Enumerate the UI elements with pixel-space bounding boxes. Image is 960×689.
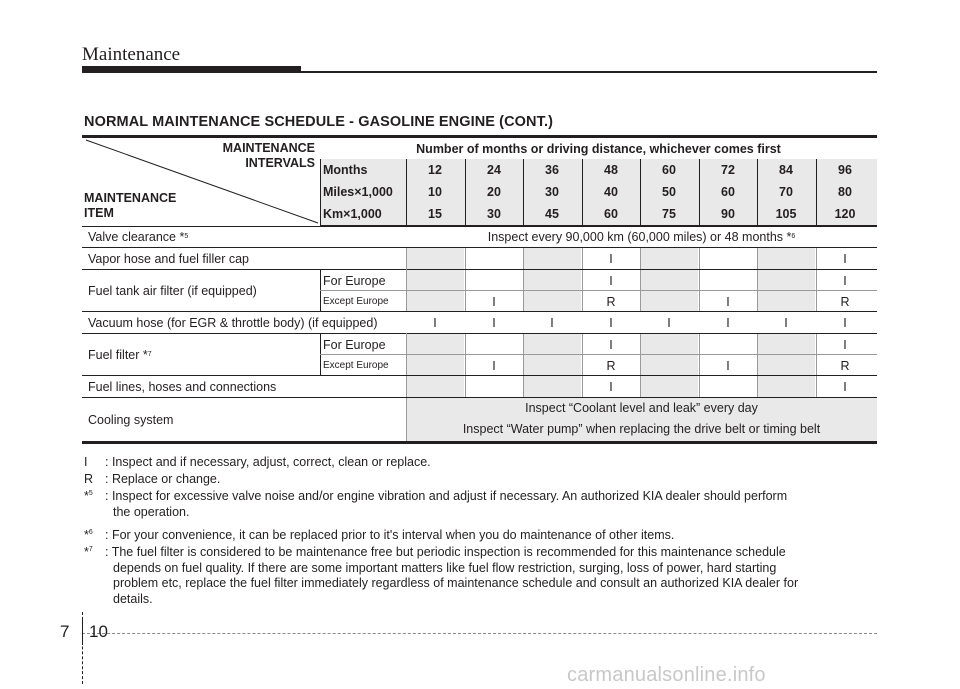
interval-label: Miles×1,000 (323, 185, 393, 199)
legend-text-line: the operation. (113, 504, 190, 519)
column-divider (465, 248, 466, 269)
item-fuel-lines: Fuel lines, hoses and connections (88, 379, 277, 394)
column-divider (816, 270, 817, 291)
schedule-cell (465, 334, 523, 355)
schedule-cell: I (726, 294, 730, 309)
schedule-cell (640, 355, 698, 376)
legend-text-line: : Replace or change. (105, 472, 221, 486)
legend-text-line: : Inspect for excessive valve noise and/or engine vibration and adjust if necessary. An authorized KIA dealer should perform (105, 489, 788, 503)
schedule-cell: I (492, 315, 496, 330)
column-divider (640, 291, 641, 312)
schedule-cell: I (609, 273, 613, 288)
schedule-cell: I (843, 337, 847, 352)
corner-intervals-label (223, 141, 315, 171)
schedule-cell (699, 248, 757, 269)
column-divider (523, 248, 524, 269)
column-divider (640, 334, 641, 355)
column-divider (465, 291, 466, 312)
cooling-line-2: Inspect “Water pump” when replacing the drive belt or timing belt (462, 422, 821, 436)
column-divider (640, 376, 641, 397)
interval-value: 24 (487, 163, 501, 177)
schedule-cell: R (606, 358, 616, 373)
interval-value: 120 (834, 207, 856, 221)
schedule-cell (640, 334, 698, 355)
sub-item-region: For Europe (323, 337, 386, 352)
schedule-cell (523, 270, 581, 291)
legend-key-symbol: * (84, 545, 89, 559)
interval-value: 15 (428, 207, 442, 221)
sub-item-region: For Europe (323, 273, 386, 288)
interval-value: 60 (662, 163, 676, 177)
interval-value: 30 (545, 185, 559, 199)
schedule-cell: I (784, 315, 788, 330)
schedule-cell: I (433, 315, 437, 330)
interval-value: 72 (721, 163, 735, 177)
row-divider (320, 290, 877, 291)
column-divider (582, 248, 583, 269)
legend-key (84, 528, 106, 544)
column-divider (640, 270, 641, 291)
schedule-cell: I (843, 379, 847, 394)
column-divider (699, 248, 700, 269)
column-divider (406, 159, 407, 226)
schedule-cell: I (609, 379, 613, 394)
interval-value: 80 (838, 185, 852, 199)
interval-value: 48 (604, 163, 618, 177)
legend-text (106, 545, 874, 607)
interval-text: Inspect every 90,000 km (60,000 miles) or 48 months * (487, 230, 792, 244)
legend-key-sup: 7 (88, 545, 93, 553)
legend-text-line: : The fuel filter is considered to be maintenance free but periodic inspection is recommended for this maintenance schedule (105, 545, 786, 559)
interval-value: 84 (779, 163, 793, 177)
column-divider (582, 355, 583, 376)
legend-text-line: : For your convenience, it can be replaced prior to it's interval when you do maintenance of other items. (105, 528, 675, 542)
schedule-cell (640, 291, 698, 312)
item-vapor-hose: Vapor hose and fuel filler cap (88, 251, 249, 266)
legend-text-line: depends on fuel quality. If there are some important matters like fuel flow restriction, surging, loss of power, hard starting (113, 560, 777, 575)
column-divider (699, 159, 700, 226)
schedule-cell (406, 270, 464, 291)
column-divider (816, 376, 817, 397)
cooling-line-1: Inspect “Coolant level and leak” every day (525, 401, 758, 415)
column-divider (465, 159, 466, 226)
sub-item-region: Except Europe (323, 296, 389, 307)
legend-text-line: details. (113, 591, 153, 606)
chapter-title: Maintenance (82, 44, 181, 65)
schedule-cell (757, 248, 815, 269)
item-vacuum-hose: Vacuum hose (for EGR & throttle body) (if equipped) (88, 315, 378, 330)
column-divider (816, 334, 817, 355)
legend-key-sup: 5 (88, 489, 93, 497)
column-divider (699, 291, 700, 312)
schedule-cell (465, 248, 523, 269)
legend-key-symbol: R (84, 472, 94, 486)
column-divider (523, 334, 524, 355)
column-divider (582, 376, 583, 397)
interval-value: 90 (721, 207, 735, 221)
column-divider (757, 334, 758, 355)
schedule-cell: R (840, 358, 850, 373)
schedule-cell: I (843, 315, 847, 330)
schedule-cell: I (492, 294, 496, 309)
column-divider (757, 355, 758, 376)
chapter-number: 7 (60, 622, 70, 641)
interval-value: 36 (545, 163, 559, 177)
section-title: NORMAL MAINTENANCE SCHEDULE - GASOLINE ENGINE (CONT.) (84, 114, 554, 130)
legend-key-symbol: * (84, 489, 89, 503)
schedule-cell (465, 376, 523, 397)
interval-label: Months (323, 163, 368, 177)
schedule-cell (699, 270, 757, 291)
schedule-cell (406, 355, 464, 376)
legend-key-symbol: * (84, 528, 89, 542)
schedule-cell: I (843, 273, 847, 288)
valve-clearance-interval: Inspect every 90,000 km (60,000 miles) or 48 months * 6 (487, 230, 796, 244)
column-divider (699, 334, 700, 355)
schedule-cell (523, 376, 581, 397)
page-number: 10 (89, 622, 108, 641)
schedule-cell (757, 291, 815, 312)
interval-value: 105 (775, 207, 797, 221)
schedule-cell: I (609, 315, 613, 330)
corner-intervals-line-2: INTERVALS (245, 156, 315, 170)
table-corner-header (82, 138, 320, 226)
column-divider (640, 355, 641, 376)
schedule-cell: R (840, 294, 850, 309)
schedule-cell (465, 270, 523, 291)
schedule-cell: R (606, 294, 616, 309)
corner-item-line-2: ITEM (84, 206, 114, 220)
column-divider (465, 270, 466, 291)
item-valve-clearance: Valve clearance * 5 (88, 230, 189, 244)
column-divider (640, 248, 641, 269)
interval-value: 96 (838, 163, 852, 177)
interval-value: 12 (428, 163, 442, 177)
schedule-cell (757, 376, 815, 397)
schedule-cell (523, 248, 581, 269)
column-divider (757, 270, 758, 291)
schedule-cell (757, 355, 815, 376)
sub-item-region: Except Europe (323, 360, 389, 371)
column-divider (757, 291, 758, 312)
schedule-cell (406, 334, 464, 355)
watermark: carmanualsonline.info (567, 664, 766, 686)
schedule-cell: I (843, 251, 847, 266)
legend-key (84, 489, 106, 505)
schedule-cell: I (550, 315, 554, 330)
interval-label: Km×1,000 (323, 207, 382, 221)
legend-text (106, 472, 874, 488)
column-divider (582, 159, 583, 226)
schedule-cell: I (609, 251, 613, 266)
interval-value: 20 (487, 185, 501, 199)
crop-mark-horizontal (82, 633, 877, 634)
schedule-cell (640, 376, 698, 397)
maintenance-schedule-table (82, 135, 877, 444)
item-fuel-filter: Fuel filter * 7 (88, 348, 152, 362)
schedule-cell (640, 270, 698, 291)
legend-text (106, 455, 874, 471)
interval-value: 45 (545, 207, 559, 221)
corner-item-label (84, 191, 176, 221)
item-cooling-system: Cooling system (88, 412, 174, 427)
column-divider (523, 376, 524, 397)
legend-text-line: : Inspect and if necessary, adjust, correct, clean or replace. (105, 455, 431, 469)
interval-value: 60 (721, 185, 735, 199)
interval-value: 60 (604, 207, 618, 221)
column-divider (320, 159, 321, 226)
schedule-cell (699, 376, 757, 397)
header-rule-thick (82, 66, 301, 73)
row-divider (320, 354, 877, 355)
legend-key-sup: 6 (88, 528, 93, 536)
schedule-cell (406, 376, 464, 397)
schedule-cell (406, 248, 464, 269)
header-rule-thin (301, 71, 877, 73)
column-divider (640, 159, 641, 226)
legend-key-symbol: I (84, 455, 88, 469)
column-divider (465, 355, 466, 376)
column-divider (816, 291, 817, 312)
schedule-cell (640, 248, 698, 269)
schedule-cell (523, 355, 581, 376)
corner-item-line-1: MAINTENANCE (84, 191, 177, 205)
schedule-cell: I (609, 337, 613, 352)
schedule-cell: I (726, 315, 730, 330)
schedule-cell (406, 291, 464, 312)
schedule-cell (757, 334, 815, 355)
schedule-cell (523, 334, 581, 355)
legend-text (106, 528, 874, 544)
column-divider (582, 291, 583, 312)
column-divider (757, 376, 758, 397)
column-divider (816, 248, 817, 269)
corner-intervals-line-1: MAINTENANCE (222, 141, 315, 155)
interval-caption: Number of months or driving distance, whichever comes first (416, 141, 781, 156)
legend-key (84, 545, 106, 561)
column-divider (523, 270, 524, 291)
interval-value: 75 (662, 207, 676, 221)
column-divider (699, 376, 700, 397)
column-divider (523, 159, 524, 226)
item-text: Valve clearance * (88, 230, 185, 244)
item-text: Fuel filter * (88, 348, 148, 362)
column-divider (816, 159, 817, 226)
column-divider (406, 398, 407, 441)
schedule-cell: I (667, 315, 671, 330)
column-divider (699, 270, 700, 291)
column-divider (699, 355, 700, 376)
interval-value: 50 (662, 185, 676, 199)
interval-value: 30 (487, 207, 501, 221)
column-divider (816, 355, 817, 376)
interval-value: 10 (428, 185, 442, 199)
schedule-cell: I (726, 358, 730, 373)
column-divider (757, 248, 758, 269)
schedule-cell (699, 334, 757, 355)
legend-text-line: problem etc, replace the fuel filter immediately regardless of maintenance schedule and consult an authorized KIA dealer for (113, 576, 799, 590)
interval-value: 70 (779, 185, 793, 199)
schedule-cell (757, 270, 815, 291)
legend-text (106, 489, 874, 520)
column-divider (582, 270, 583, 291)
schedule-cell: I (492, 358, 496, 373)
page-number-separator (82, 617, 83, 645)
column-divider (465, 376, 466, 397)
table-bottom-rule (82, 441, 877, 444)
column-divider (406, 248, 407, 269)
column-divider (406, 376, 407, 397)
legend-key (84, 472, 106, 488)
column-divider (757, 159, 758, 226)
legend-key (84, 455, 106, 471)
interval-value: 40 (604, 185, 618, 199)
column-divider (465, 334, 466, 355)
column-divider (582, 334, 583, 355)
schedule-cell (523, 291, 581, 312)
item-fuel-tank-air-filter: Fuel tank air filter (if equipped) (88, 284, 257, 298)
column-divider (523, 291, 524, 312)
column-divider (523, 355, 524, 376)
